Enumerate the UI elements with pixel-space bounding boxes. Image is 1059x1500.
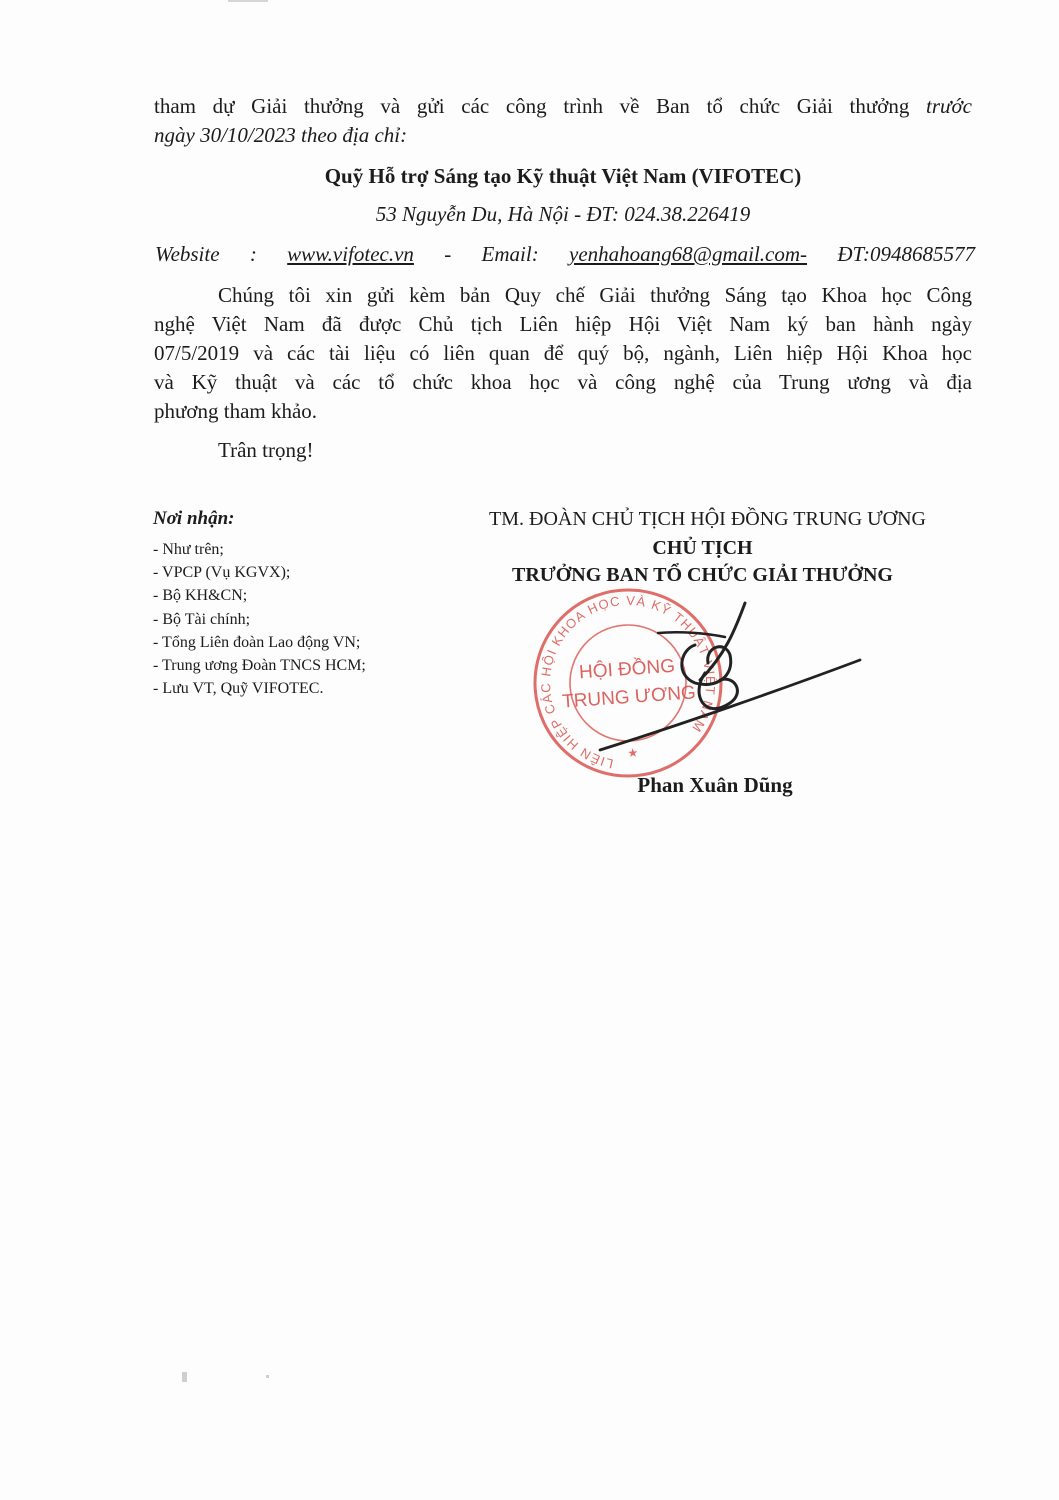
website-link[interactable]: www.vifotec.vn: [287, 242, 414, 266]
email-label: - Email:: [444, 242, 539, 266]
body-line-3: 07/5/2019 và các tài liệu có liên quan để quý bộ, ngành, Liên hiệp Hội Khoa học: [154, 341, 972, 365]
signature-title-line-1: TM. ĐOÀN CHỦ TỊCH HỘI ĐỒNG TRUNG ƯƠNG: [489, 508, 926, 530]
recipient-item: - Lưu VT, Quỹ VIFOTEC.: [153, 680, 324, 698]
svg-text:★: ★: [627, 745, 639, 761]
intro-line-1-text: tham dự Giải thưởng và gửi các công trình về Ban tổ chức Giải thưởng: [154, 94, 910, 118]
org-name: Quỹ Hỗ trợ Sáng tạo Kỹ thuật Việt Nam (VIFOTEC): [324, 164, 802, 188]
seal-ring-text: LIÊN HIỆP CÁC HỘI KHOA HỌC VÀ KỸ THUẬT VIỆT NAM: [537, 592, 719, 772]
recipients-list: [153, 538, 366, 700]
recipient-item: - Tổng Liên đoàn Lao động VN;: [153, 633, 361, 651]
body-line-1: Chúng tôi xin gửi kèm bản Quy chế Giải thưởng Sáng tạo Khoa học Công: [218, 283, 972, 307]
intro-line-2: ngày 30/10/2023 theo địa chỉ:: [154, 123, 408, 147]
seal-center-line-1: HỘI ĐỒNG: [578, 655, 676, 684]
recipient-item: - Như trên;: [153, 541, 224, 558]
body-line-5: phương tham khảo.: [154, 399, 318, 423]
intro-line-1: [154, 92, 972, 121]
body-line-2: nghệ Việt Nam đã được Chủ tịch Liên hiệp Hội Việt Nam ký ban hành ngày: [154, 312, 972, 336]
scan-mark-top: [228, 0, 268, 2]
signature-title-line-2: CHỦ TỊCH: [652, 537, 753, 559]
recipients-title: Nơi nhận:: [153, 508, 235, 529]
scan-speck: [182, 1372, 187, 1382]
intro-line-1-italic: trước: [926, 94, 972, 118]
recipient-item: - Bộ KH&CN;: [153, 587, 248, 605]
contact-line: [155, 240, 975, 269]
recipient-item: - VPCP (Vụ KGVX);: [153, 564, 291, 582]
closing: Trân trọng!: [218, 438, 314, 462]
org-address: 53 Nguyễn Du, Hà Nội - ĐT: 024.38.226419: [375, 202, 751, 226]
phone-number: ĐT:0948685577: [837, 242, 976, 266]
official-seal-icon: [530, 585, 880, 780]
signature-title-line-3: TRƯỞNG BAN TỔ CHỨC GIẢI THƯỞNG: [512, 564, 893, 586]
seal-center-line-2: TRUNG ƯƠNG: [561, 682, 697, 713]
website-label: Website :: [155, 242, 257, 266]
recipient-item: - Trung ương Đoàn TNCS HCM;: [153, 657, 366, 675]
signer-name: Phan Xuân Dũng: [637, 773, 793, 797]
recipient-item: - Bộ Tài chính;: [153, 610, 251, 628]
body-line-4: và Kỹ thuật và các tổ chức khoa học và công nghệ của Trung ương và địa: [154, 370, 972, 394]
email-link[interactable]: yenhahoang68@gmail.com-: [569, 242, 808, 266]
scan-speck: [266, 1375, 269, 1378]
